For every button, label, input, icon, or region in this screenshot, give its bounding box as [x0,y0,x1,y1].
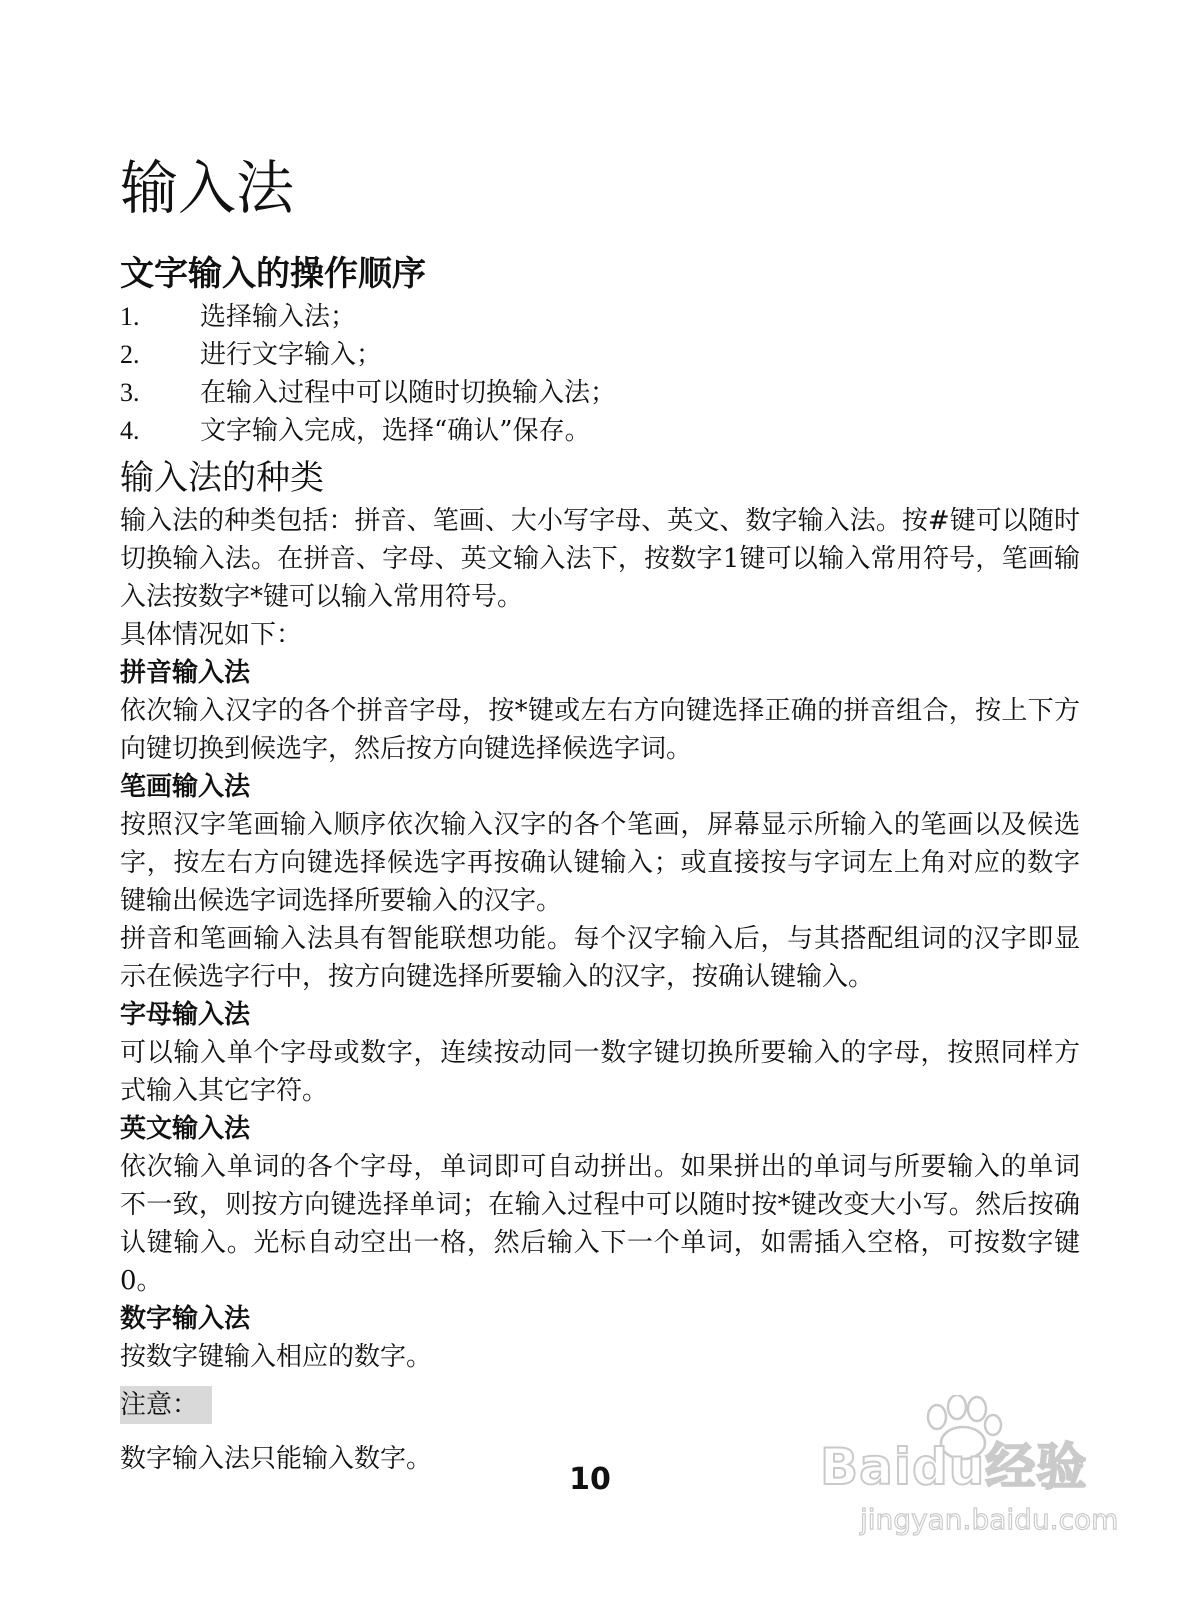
english-paragraph: 依次输入单词的各个字母，单词即可自动拼出。如果拼出的单词与所要输入的单词不一致，则按方向键选择单词；在输入过程中可以随时按*键改变大小写。然后按确认键输入。光标自动空出一格，然后输入下一个单词，如需插入空格，可按数字键0。 [120,1152,1080,1296]
stroke-heading: 笔画输入法 [120,772,251,802]
step-text: 进行文字输入； [200,340,383,370]
step-text: 选择输入法； [200,302,357,332]
step-number: 2. [120,340,140,369]
step-number: 4. [120,416,140,445]
intro-paragraph: 输入法的种类包括：拼音、笔画、大小写字母、英文、数字输入法。按#键可以随时切换输入法。在拼音、字母、英文输入法下，按数字1键可以输入常用符号，笔画输入法按数字*键可以输入常用符号。 [120,506,1080,612]
watermark-brand: Baidu经验 [820,1438,1088,1496]
number-paragraph: 按数字键输入相应的数字。 [120,1342,433,1372]
note-label: 注意： [120,1386,212,1424]
steps-list [120,298,1080,450]
section-heading-input-types: 输入法的种类 [120,458,324,498]
page-content [120,150,1080,1478]
stroke-paragraph: 按照汉字笔画输入顺序依次输入汉字的各个笔画，屏幕显示所输入的笔画以及候选字，按左右方向键选择候选字再按确认键输入；或直接按与字词左上角对应的数字键输出候选字词选择所要输入的汉字。 [120,810,1080,916]
section-heading-operation-order: 文字输入的操作顺序 [120,254,426,294]
watermark-url: jingyan.baidu.com [860,1503,1119,1536]
letter-heading: 字母输入法 [120,1000,251,1030]
association-paragraph: 拼音和笔画输入法具有智能联想功能。每个汉字输入后，与其搭配组词的汉字即显示在候选字行中，按方向键选择所要输入的汉字，按确认键输入。 [120,924,1080,992]
step-text: 文字输入完成，选择“确认”保存。 [200,416,591,446]
number-heading: 数字输入法 [120,1304,251,1334]
list-item [120,374,1080,412]
page-title: 输入法 [120,154,295,222]
pinyin-heading: 拼音输入法 [120,658,251,688]
details-lead: 具体情况如下： [120,620,303,650]
note-text: 数字输入法只能输入数字。 [120,1444,433,1474]
list-item [120,336,1080,374]
pinyin-paragraph: 依次输入汉字的各个拼音字母，按*键或左右方向键选择正确的拼音组合，按上下方向键切换到候选字，然后按方向键选择候选字词。 [120,696,1080,764]
baidu-watermark [820,1395,1150,1575]
english-heading: 英文输入法 [120,1114,251,1144]
step-number: 3. [120,378,140,407]
letter-paragraph: 可以输入单个字母或数字，连续按动同一数字键切换所要输入的字母，按照同样方式输入其它字符。 [120,1038,1080,1106]
page-number: 10 [569,1462,611,1497]
step-number: 1. [120,302,140,331]
step-text: 在输入过程中可以随时切换输入法； [200,378,617,408]
list-item [120,412,1080,450]
list-item [120,298,1080,336]
